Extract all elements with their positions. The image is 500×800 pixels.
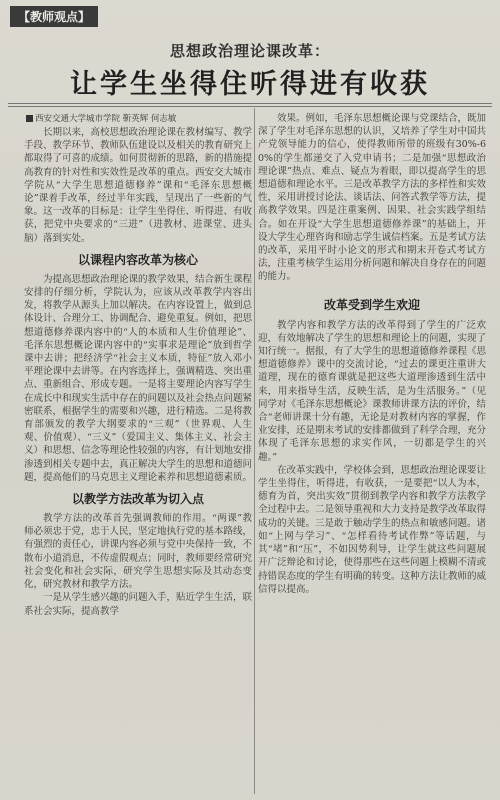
byline-text: 西安交通大学城市学院 靳英辉 何志敏	[35, 114, 177, 124]
paragraph: 教学方法的改革首先强调教师的作用。“两课”教师必须忠于党，忠于人民，坚定地执行党的基本路线，有强烈的责任心，讲课内容必须与党中央保持一致，不散布小道消息，不传虚假观点；同时，教师要经常研究社会变化和社会实际，研究学生思想实际及其动态变化，研究教材和教学方法。	[24, 513, 252, 591]
paragraph: 长期以来，高校思想政治理论课在教材编写、教学手段、教学环节、教师队伍建设以及相关的教育研究上都取得了可喜的成绩。如何贯彻新的思路，新的措施提高教育的针对性和实效性是改革的重点。西安交大城市学院从“大学生思想道德修养”课和“毛泽东思想概论”课着手改革，经过半年实践，呈现出了一些新的气象。这一改革的目标是：让学生坐得住、听得进、有收获，把党中央要求的“三进”（进教材、进课堂、进头脑）落到实处。	[24, 127, 252, 244]
paragraph: 效果。例如，毛泽东思想概论课与党课结合，既加深了学生对毛泽东思想的认识，又培养了学生对中国共产党领导能力的信心，使得教师所带的班级有30%-60%的学生都递交了入党申请书；二是加强“思想政治理论课”热点、难点、疑点为着眼，即以提高学生的思想道德和理论水平。三是改革教学方法的多样性和实效性，采用讲授讨论法、谈话法、问答式教学等方法，提高教学效果。四是注重案例、因果、社会实践学组结合。如在开设“大学生思想道德修养课”的基础上，开设大学生心理咨询和励志学生诚信档案。五是考试方法的改革，采用平时小论文的形式和期末开卷式考试方法，注重考核学生运用分析问题和解决自身存在的问题的能力。	[258, 113, 486, 283]
byline	[26, 112, 176, 124]
paragraph: 一是从学生感兴趣的问题入手，贴近学生生活，联系社会实际，提高教学	[24, 592, 252, 617]
left-column	[24, 126, 252, 794]
headline-kicker: 思想政治理论课改革：	[169, 42, 330, 60]
column-tag: 【教师观点】	[10, 6, 98, 27]
headline-rule	[8, 103, 492, 104]
paragraph: 在改革实践中，学校体会到，思想政治理论课要让学生坐得住，听得进，有收获，一是要把“以人为本，德育为首，突出实效”贯彻到教学内容和教学方法教学全过程中去。二是领导重视和大力支持是教学改革取得成功的关键。三是敢于触动学生的热点和敏感问题。诸如“上网与学习”、“怎样看待考试作弊”等话题，与其“堵”和“压”，不如因势利导，让学生就这些问题展开广泛辩论和讨论，使得那些在这些问题上模糊不清或持错误态度的学生有明确的转变。这种方法让教师的威信得以提高。	[258, 464, 486, 595]
right-column	[258, 112, 486, 794]
section-heading: 以课程内容改革为核心	[77, 252, 198, 267]
headline: 让学生坐得住听得进有收获	[70, 69, 430, 100]
headline-rule-thin	[8, 106, 492, 107]
paragraph: 为提高思想政治理论课的教学效果，结合新生课程安排的仔细分析，学院认为，应该从改革教学内容出发，将教学从源头上加以解决。在内容设置上，做到总体设计、合理分工、协调配合、避免重复。例如，把思想道德修养课内容中的“人的本质和人生价值理论”、毛泽东思想概论课内容中的“实事求是理论”放到哲学课中去讲；把经济学“社会主义本质，特征”放入邓小平理论课中去讲等。在内容选择上，强调精选、突出重点、重新组合、形成专题。一是将主要理论内容写学生在成长中和现实生活中存在的问题以及社会热点问题紧密联系，根据学生的需要和兴趣，进行精选。二是将教育部颁发的教学大纲要求的“三观”（世界观、人生观、价值观）、“三义”（爱国主义、集体主义、社会主义）和思想、信念等理论性较强的内容，有计划地安排渗透到相关专题中去，真正解决大学生的思想和道德问题，提高他们的马克思主义理论素养和思想道德素质。	[24, 273, 252, 483]
column-divider	[254, 108, 255, 794]
section-heading: 改革受到学生欢迎	[323, 297, 420, 312]
paragraph: 教学内容和教学方法的改革得到了学生的广泛欢迎，有效地解决了学生的思想和理论上的问题，实现了知行统一。据报，有了大学生的思想道德修养课程《思想道德修养》课中的交流讨论，“过去的课更注重讲大道理，现在的德育课就是把这些大道理渗透到生活中来，用来指导生活，反映生活，是为生活服务。”（见同学对《毛泽东思想概论》课教师讲课方法的评价，结合“老师讲课十分有趣，无论是对教材内容的掌握，作业安排，还是期末考试的安排都做到了科学合理，充分体现了毛泽东思想的求实作风，一切都是学生的兴趣。”	[258, 319, 486, 463]
section-heading: 以教学方法改革为切入点	[71, 492, 204, 507]
byline-marker-icon	[26, 115, 33, 122]
